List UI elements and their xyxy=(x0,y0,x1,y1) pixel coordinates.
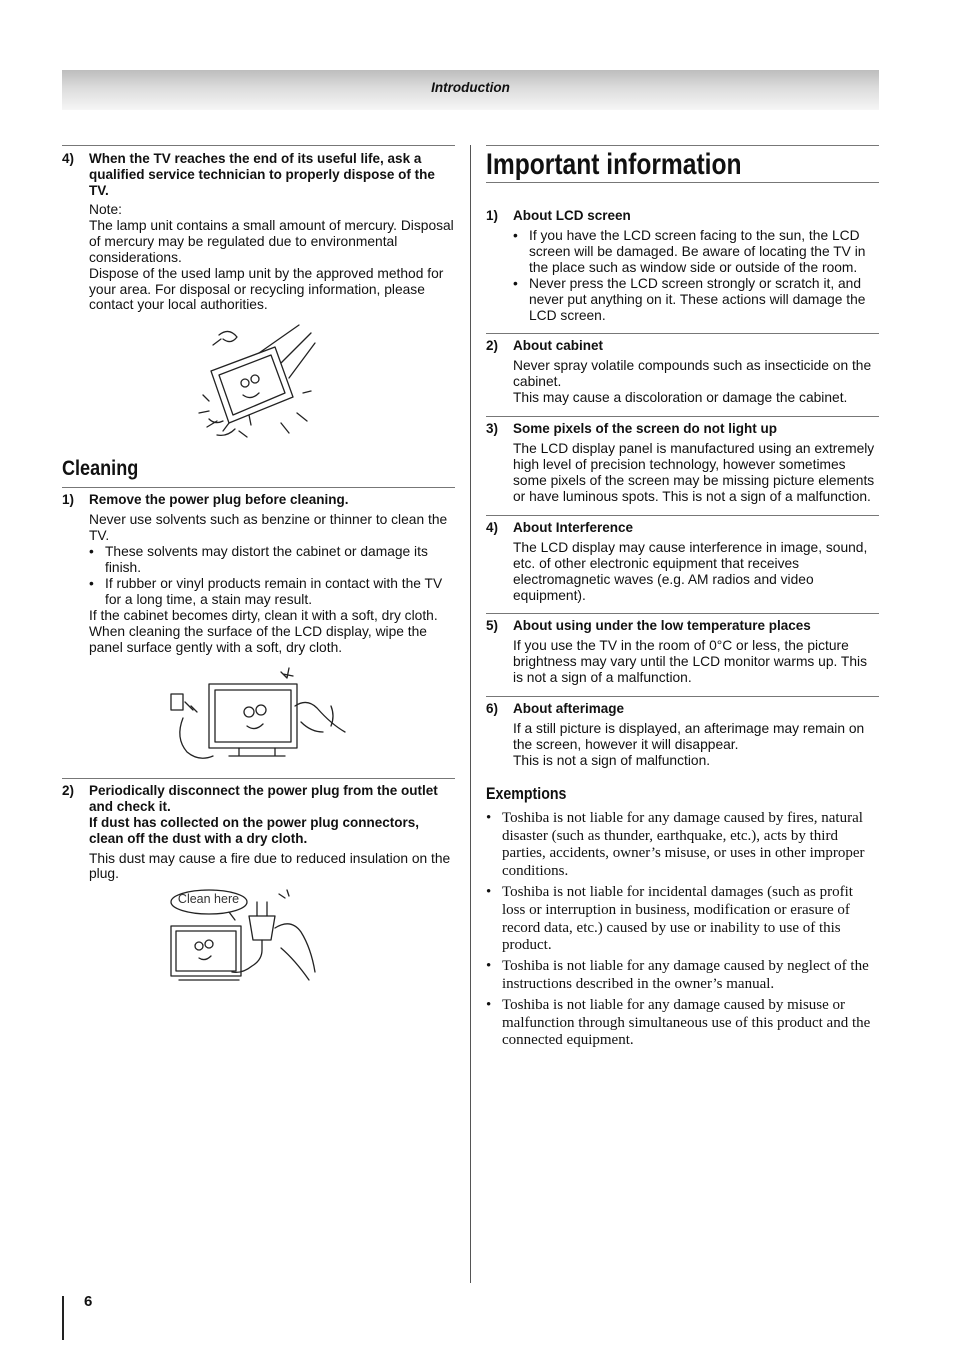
divider xyxy=(486,696,879,697)
item-title: Remove the power plug before cleaning. xyxy=(89,492,349,508)
info-item-6 xyxy=(486,701,879,769)
bullet: • If you have the LCD screen facing to the sun, the LCD screen will be damaged. Be aware of locating the TV in the place such as window side or outside of the room. xyxy=(513,228,866,275)
item-text: This is not a sign of malfunction. xyxy=(513,752,711,768)
item-text: If a still picture is displayed, an afterimage may remain on the screen, however it will disappear. xyxy=(513,721,865,753)
section-title: Introduction xyxy=(431,80,510,95)
disposal-item xyxy=(62,151,455,313)
note-text: The lamp unit contains a small amount of mercury. Disposal of mercury may be regulated due to environmental considerations. xyxy=(89,217,454,265)
divider xyxy=(486,333,879,334)
exemption-bullet: • Toshiba is not liable for any damage caused by fires, natural disaster (such as thunder, earthquake, etc.), acts by third parties, accidents, owner’s misuse, or uses in other improper conditions. xyxy=(486,809,865,880)
item-text: If you use the TV in the room of 0°C or less, the picture brightness may vary until the LCD monitor warms up. This is not a sign of a malfunction. xyxy=(513,638,867,686)
header-band xyxy=(62,70,879,110)
cleaning-illustration xyxy=(169,666,349,770)
plug-illustration xyxy=(169,888,349,988)
item-title: When the TV reaches the end of its useful life, ask a qualified service technician to properly dispose of the TV. xyxy=(89,151,435,198)
cleaning-item-1 xyxy=(62,492,455,655)
item-number: 6) xyxy=(486,701,499,717)
item-text: Never spray volatile compounds such as insecticide on the cabinet. xyxy=(513,358,872,390)
item-title: Periodically disconnect the power plug from the outlet and check it. xyxy=(89,782,438,814)
exemptions-heading: Exemptions xyxy=(486,784,567,803)
item-text: This may cause a discoloration or damage the cabinet. xyxy=(513,390,848,406)
item-text: When cleaning the surface of the LCD display, wipe the panel surface gently with a soft, dry cloth. xyxy=(89,623,427,655)
disposal-illustration xyxy=(189,323,329,441)
right-column xyxy=(486,145,879,1053)
info-item-4 xyxy=(486,520,879,604)
info-item-3 xyxy=(486,421,879,505)
item-text: This dust may cause a fire due to reduced insulation on the plug. xyxy=(89,850,451,882)
divider xyxy=(486,182,879,183)
item-number: 2) xyxy=(62,782,75,798)
item-title: About afterimage xyxy=(513,701,625,717)
page-number-bar xyxy=(62,1296,64,1340)
item-number: 2) xyxy=(486,338,499,354)
item-text: The LCD display may cause interference in image, sound, etc. of other electronic equipment that receives electromagnetic waves (e.g. AM radios and video equipment). xyxy=(513,539,868,603)
column-divider xyxy=(470,145,471,1283)
left-column xyxy=(62,145,455,988)
exemption-bullet: • Toshiba is not liable for incidental damages (such as profit loss or interruption in business, modification or erasure of record data, etc.) caused by use or inability to use of this product. xyxy=(486,884,853,954)
item-number: 5) xyxy=(486,618,499,634)
info-item-5 xyxy=(486,618,879,686)
page-number: 6 xyxy=(84,1293,93,1310)
info-item-1 xyxy=(486,208,879,323)
exemption-bullet: • Toshiba is not liable for any damage caused by misuse or malfunction through simultaneous use of this product and the connected equipment. xyxy=(486,996,871,1049)
bullet: • If rubber or vinyl products remain in contact with the TV for a long time, a stain may result. xyxy=(89,575,443,607)
item-title: Some pixels of the screen do not light up xyxy=(513,421,778,437)
bullet: • These solvents may distort the cabinet or damage its finish. xyxy=(89,544,428,576)
item-title: About Interference xyxy=(513,519,634,535)
divider xyxy=(486,613,879,614)
item-text: If the cabinet becomes dirty, clean it with a soft, dry cloth. xyxy=(89,607,438,623)
item-number: 4) xyxy=(486,519,499,535)
item-title: About LCD screen xyxy=(513,208,631,223)
cleaning-item-2 xyxy=(62,783,455,883)
item-title: If dust has collected on the power plug connectors, clean off the dust with a dry cloth. xyxy=(89,814,420,846)
item-title: About using under the low temperature places xyxy=(513,618,811,634)
item-text: The LCD display panel is manufactured using an extremely high level of precision technology, however sometimes some pixels of the screen may be missing picture elements or have luminous spots. This is not a sign of a malfunction. xyxy=(513,441,875,504)
important-information-heading: Important information xyxy=(486,148,742,181)
divider xyxy=(486,515,879,516)
note-label: Note: xyxy=(89,202,122,217)
bullet: • Never press the LCD screen strongly or scratch it, and never put anything on it. These actions will damage the LCD screen. xyxy=(513,275,866,323)
exemption-bullet: • Toshiba is not liable for any damage caused by neglect of the instructions described in the owner’s manual. xyxy=(486,958,869,993)
item-title: About cabinet xyxy=(513,338,603,354)
item-number: 4) xyxy=(62,151,75,166)
item-number: 1) xyxy=(486,208,499,223)
info-item-2 xyxy=(486,338,879,406)
divider xyxy=(486,416,879,417)
divider xyxy=(62,778,455,779)
clean-here-callout: Clean here xyxy=(177,892,240,907)
item-number: 3) xyxy=(486,421,499,437)
item-number: 1) xyxy=(62,492,75,508)
divider xyxy=(62,487,455,488)
divider xyxy=(62,145,455,146)
cleaning-heading: Cleaning xyxy=(62,457,139,481)
note-text: Dispose of the used lamp unit by the approved method for your area. For disposal or recycling information, please contact your local authorities. xyxy=(89,265,444,313)
item-text: Never use solvents such as benzine or thinner to clean the TV. xyxy=(89,512,448,544)
